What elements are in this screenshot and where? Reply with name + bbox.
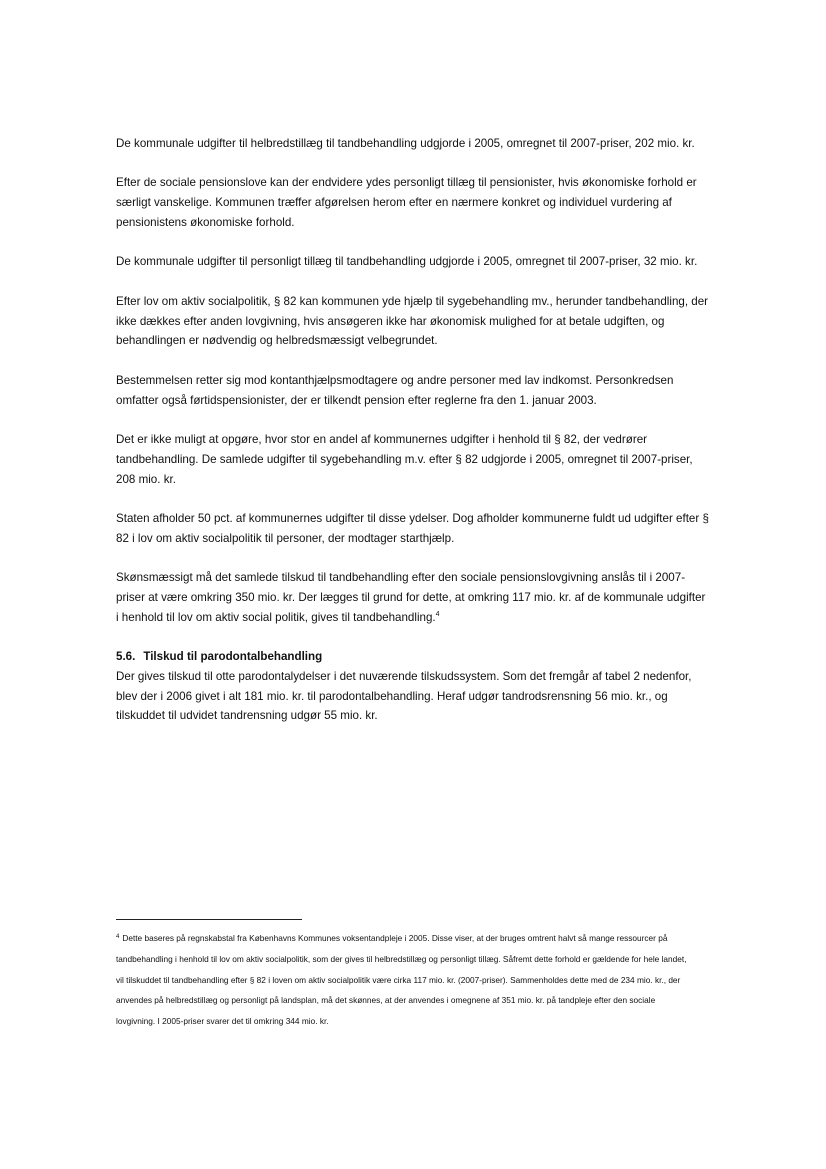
paragraph-samlet-tilskud-text: Skønsmæssigt må det samlede tilskud til tandbehandling efter den sociale pensionslovgivning anslås til i 2007-priser at være omkring 350 mio. kr. Der lægges til grund for dette, at omkring 117 mio. kr. af de kommunale udgifter i henhold til lov om aktiv social politik, gives til tandbehandling.	[116, 571, 706, 624]
footnote-reference[interactable]: 4	[435, 610, 440, 618]
paragraph-andel-udgifter: Det er ikke muligt at opgøre, hvor stor en andel af kommunernes udgifter i henhold til § 82, der vedrører tandbehandling. De samlede udgifter til sygebehandling m.v. efter § 82 udgjorde i 2005, omregnet til 2007-priser, 208 mio. kr.	[116, 432, 693, 486]
section-paragraph: Der gives tilskud til otte parodontalydelser i det nuværende tilskudssystem. Som det fremgår af tabel 2 nedenfor, blev der i 2006 givet i alt 181 mio. kr. til parodontalbehandling. Heraf udgør tandrodsrensning 56 mio. kr., og tilskuddet til udvidet tandrensning udgør 55 mio. kr.	[116, 669, 692, 723]
body-text	[116, 134, 710, 726]
section-title: Tilskud til parodontalbehandling	[143, 650, 323, 664]
paragraph-personligt-tillaeg-costs: De kommunale udgifter til personligt tillæg til tandbehandling udgjorde i 2005, omregnet til 2007-priser, 32 mio. kr.	[116, 255, 698, 269]
paragraph-aktiv-socialpolitik: Efter lov om aktiv socialpolitik, § 82 kan kommunen yde hjælp til sygebehandling mv., herunder tandbehandling, der ikke dækkes efter anden lovgivning, hvis ansøgeren ikke har økonomisk mulighed for at betale udgiften, og behandlingen er nødvendig og helbredsmæssigt velbegrundet.	[116, 294, 709, 348]
footnote-separator	[116, 919, 302, 920]
paragraph-samlet-tilskud	[116, 568, 710, 627]
paragraph-personkreds: Bestemmelsen retter sig mod kontanthjælpsmodtagere og andre personer med lav indkomst. Personkredsen omfatter også førtidspensionister, der er tilkendt pension efter reglerne fra den 1. januar 2003.	[116, 373, 674, 407]
footnote	[116, 928, 690, 1032]
paragraph-helbredstillaeg: De kommunale udgifter til helbredstillæg til tandbehandling udgjorde i 2005, omregnet til 2007-priser, 202 mio. kr.	[116, 137, 695, 150]
section-heading	[116, 647, 710, 667]
section-number: 5.6.	[116, 650, 136, 664]
paragraph-statens-andel: Staten afholder 50 pct. af kommunernes udgifter til disse ydelser. Dog afholder kommunerne fuldt ud udgifter efter § 82 i lov om aktiv socialpolitik til personer, der modtager starthjælp.	[116, 511, 709, 545]
paragraph-personligt-tillaeg-rules: Efter de sociale pensionslove kan der endvidere ydes personligt tillæg til pensionister, hvis økonomiske forhold er særligt vanskelige. Kommunen træffer afgørelsen herom efter en nærmere konkret og individuel vurdering af pensionistens økonomiske forhold.	[116, 176, 697, 229]
footnote-number: 4	[116, 934, 120, 940]
footnote-text: Dette baseres på regnskabstal fra Københavns Kommunes voksentandpleje i 2005. Disse viser, at der bruges omtrent halvt så mange ressourcer på tandbehandling i henhold til lov om aktiv socialpolitik, som der gives til helbredstillæg og personligt tillæg. Såfremt dette forhold er gældende for hele landet, vil tilskuddet til tandbehandling efter § 82 i loven om aktiv socialpolitik være cirka 117 mio. kr. (2007-priser). Sammenholdes dette med de 234 mio. kr., der anvendes på helbredstillæg og personligt på landsplan, må det skønnes, at der anvendes i omegnene af 351 mio. kr. på tandpleje efter den sociale lovgivning. I 2005-priser svarer det til omkring 344 mio. kr.	[116, 933, 687, 1027]
